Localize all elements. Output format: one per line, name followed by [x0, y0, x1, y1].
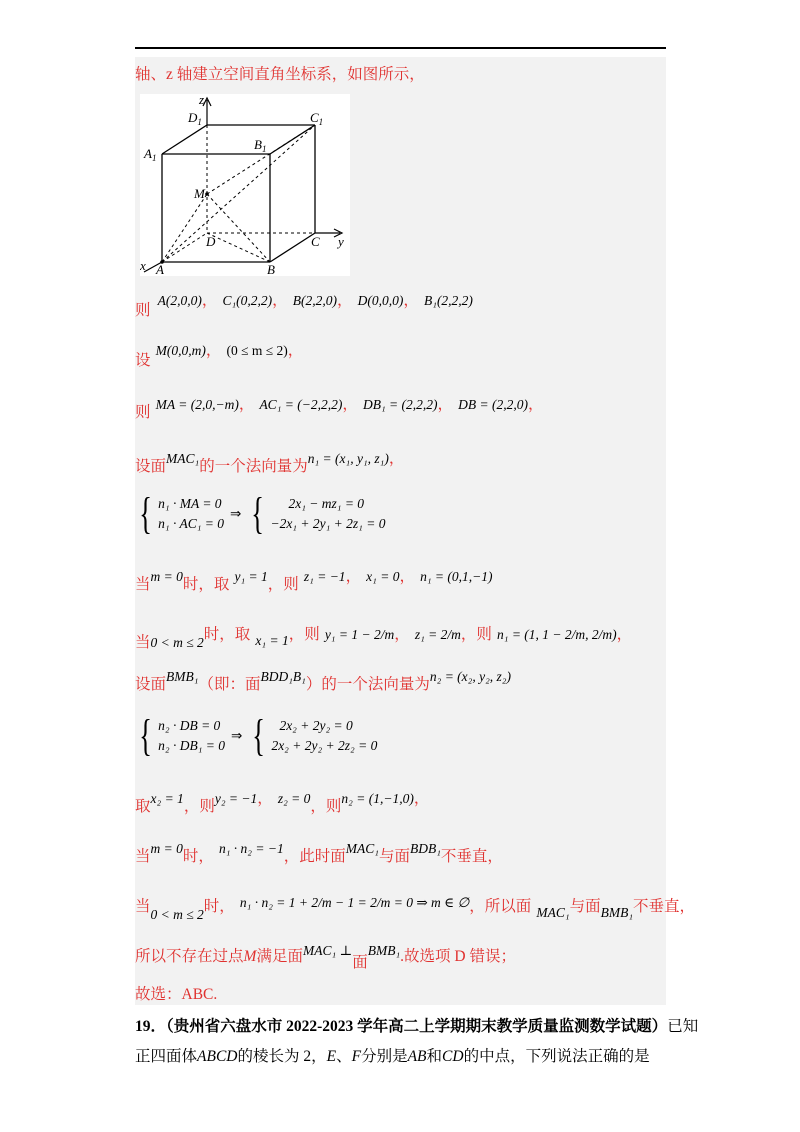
solution-line-1: [135, 62, 425, 84]
point-b-coord: B(2,2,0): [292, 293, 338, 308]
text: 分别是: [361, 1048, 408, 1065]
value-x2: x₂ = 1: [150, 791, 184, 806]
text: 时，: [182, 848, 214, 865]
point-m: M: [243, 948, 257, 965]
question-source: （贵州省六盘水市 2022-2023 学年高二上学期期末教学质量监测数学试题）: [166, 1018, 668, 1035]
solution-line-11: [135, 890, 696, 922]
implies-arrow: ⇒: [231, 728, 243, 743]
solution-line-2: 则 A(2,0,0)， C₁(0,2,2)， B(2,2,0)， D(0,0,0)， B₁(2,2,2): [135, 292, 473, 319]
text: 时，: [203, 898, 235, 915]
label-a1: $A_1$: [144, 146, 157, 163]
eq-left-2: n₂ · DB₁ = 0: [158, 738, 225, 753]
vector-db: DB = (2,2,0): [458, 397, 528, 412]
plane-bdd1b1: BDD₁B₁: [260, 669, 306, 684]
label-d1: $D_1$: [188, 110, 202, 127]
condition: 0 < m ≤ 2: [150, 907, 204, 922]
label-y: y: [338, 234, 344, 249]
value-z1: z₁ = −1: [303, 569, 346, 584]
prefix: 设: [135, 352, 151, 369]
answer: 故选：ABC.: [135, 986, 218, 1003]
condition: 0 < m ≤ 2: [150, 635, 204, 650]
eq-right-1: 2x₂ + 2y₂ = 0: [279, 718, 353, 733]
text: 所以不存在过点: [135, 948, 244, 965]
header-rule: [135, 47, 666, 49]
tetrahedron-name: ABCD: [197, 1048, 238, 1065]
question-19-body: [135, 1044, 650, 1066]
solution-line-7: 当0 < m ≤ 2时，取 x₁ = 1，则 y₁ = 1 − 2/m， z₁ = 2/m，则 n₁ = (1, 1 − 2/m, 2/m)，: [135, 626, 633, 651]
plane-bmb1: BMB₁: [600, 905, 634, 920]
text: .故选项 D 错误；: [400, 948, 516, 965]
plane-mac1: MAC₁: [345, 841, 379, 856]
label-b1: $B_1$: [254, 137, 267, 154]
eq-right-2: −2x₁ + 2y₁ + 2z₁ = 0: [270, 516, 386, 531]
text: ，则: [183, 798, 215, 815]
eq-right-2: 2x₂ + 2y₂ + 2z₂ = 0: [271, 738, 378, 753]
plane-bmb1: BMB₁: [166, 669, 199, 684]
text: ，则: [310, 798, 342, 815]
text: （即：面: [198, 676, 261, 693]
text: ，所以面: [469, 898, 532, 915]
plane-mac1: MAC₁ ⊥: [302, 943, 353, 958]
solution-line-13: [135, 982, 217, 1004]
text: 的中点，下列说法正确的是: [463, 1048, 650, 1065]
text: 与面: [569, 898, 601, 915]
eq-left-1: n₁ · MA = 0: [158, 496, 222, 511]
m-range: (0 ≤ m ≤ 2): [226, 343, 288, 358]
plane-bmb1: BMB₁: [367, 943, 401, 958]
seg-mb: [207, 194, 270, 262]
text: ，此时面: [283, 848, 346, 865]
vector-db1: DB₁ = (2,2,2): [362, 397, 438, 412]
condition: m = 0: [150, 569, 183, 584]
vector-ma: MA = (2,0,−m): [155, 397, 239, 412]
point-d-coord: D(0,0,0): [357, 293, 404, 308]
prefix: 则: [135, 404, 151, 421]
edge-bc: [270, 233, 315, 262]
text: 与面: [378, 848, 410, 865]
solution-line-4: 则 MA = (2,0,−m)， AC₁ = (−2,2,2)， DB₁ = (2,2,2)， DB = (2,2,0)，: [135, 396, 544, 421]
question-19-header: [135, 1014, 698, 1036]
solution-line-12: [135, 938, 516, 971]
cube-diagram: [140, 94, 350, 276]
label-c: C: [311, 234, 320, 249]
eq-left-1: n₂ · DB = 0: [158, 718, 221, 733]
text: ，则: [288, 626, 320, 643]
label-c1: $C_1$: [310, 110, 324, 127]
label-x: x: [140, 258, 146, 273]
edge-a1d1: [162, 125, 207, 154]
label-a: A: [156, 262, 164, 276]
text: 和: [426, 1048, 443, 1065]
edge-ab: AB: [407, 1048, 427, 1065]
eq-right-1: 2x₁ − mz₁ = 0: [288, 496, 365, 511]
value-y1: y₁ = 1: [234, 569, 268, 584]
point-e: E: [326, 1048, 337, 1065]
text: 、: [336, 1048, 352, 1065]
right-brace: {: [252, 711, 266, 760]
normal-vector-n1: n₁ = (x₁, y₁, z₁): [307, 451, 389, 466]
point-f: F: [351, 1048, 362, 1065]
left-brace: {: [139, 489, 152, 538]
text: 时，取: [203, 626, 251, 643]
prefix: 当: [135, 634, 151, 651]
text: ，则: [267, 576, 299, 593]
text: 的棱长为 2，: [237, 1048, 327, 1065]
diag-ac1: [162, 125, 315, 262]
solution-line-3: 设 M(0,0,m)， (0 ≤ m ≤ 2)，: [135, 342, 304, 369]
solution-line-6: 当m = 0时，取 y₁ = 1，则 z₁ = −1， x₁ = 0， n₁ = (0,1,−1): [135, 568, 493, 593]
point-a-coord: A(2,0,0): [157, 293, 202, 308]
plane-bdb1: BDB₁: [409, 841, 441, 856]
prefix: 设面: [135, 458, 167, 475]
value-z1: z₁ = 2/m: [414, 627, 461, 642]
point-c1-coord: C₁(0,2,2): [222, 293, 273, 308]
prefix: 当: [135, 898, 151, 915]
text: 轴、z 轴建立空间直角坐标系，如图所示，: [135, 66, 425, 83]
seg-db: [207, 233, 270, 262]
solution-line-9: 取x₂ = 1，则y₂ = −1， z₂ = 0，则n₂ = (1,−1,0)，: [135, 790, 430, 815]
text: ，则: [460, 626, 492, 643]
eq-left-2: n₁ · AC₁ = 0: [158, 516, 225, 531]
right-brace: {: [251, 489, 265, 538]
solution-line-10: [135, 836, 503, 865]
seg-mc1: [207, 125, 315, 194]
text: ）的一个法向量为: [305, 676, 430, 693]
value-y2: y₂ = −1: [214, 791, 258, 806]
value-x1: x₁ = 1: [255, 633, 289, 648]
text: 正四面体: [135, 1048, 198, 1065]
point-m-coord: M(0,0,m): [155, 343, 206, 358]
label-d: D: [206, 234, 216, 249]
dot-product: n₁ · n₂ = −1: [218, 841, 284, 856]
edge-ad: [162, 233, 207, 262]
label-m: M: [194, 186, 205, 201]
equation-system-2: [135, 711, 378, 760]
text: 时，取: [182, 576, 230, 593]
prefix: 取: [135, 798, 151, 815]
label-z: z: [199, 94, 205, 107]
seg-am: [162, 194, 207, 262]
value-y1: y₁ = 1 − 2/m: [324, 627, 395, 642]
plane-mac1: MAC₁: [166, 451, 200, 466]
label-b: B: [267, 262, 275, 276]
question-number: 19．: [135, 1018, 167, 1035]
text: 不垂直，: [633, 898, 696, 915]
text: 满足面: [256, 948, 303, 965]
value-x1: x₁ = 0: [366, 569, 400, 584]
dot-product: n₁ · n₂ = 1 + 2/m − 1 = 2/m = 0 ⇒ m ∈ ∅: [239, 895, 470, 910]
text: 面: [352, 954, 368, 971]
solution-line-5: 设面MAC₁的一个法向量为n₁ = (x₁, y₁, z₁)，: [135, 450, 405, 475]
edge-cd: CD: [442, 1048, 464, 1065]
prefix: 则: [135, 302, 151, 319]
normal-vector-n2: n₂ = (1,−1,0): [341, 791, 414, 806]
vector-ac1: AC₁ = (−2,2,2): [259, 397, 343, 412]
plane-mac1: MAC₁: [536, 905, 570, 920]
prefix: 设面: [135, 676, 167, 693]
point-m: [205, 192, 209, 196]
normal-vector-n1: n₁ = (1, 1 − 2/m, 2/m): [497, 627, 617, 642]
prefix: 当: [135, 576, 151, 593]
point-b1-coord: B₁(2,2,2): [424, 293, 473, 308]
normal-vector-n1: n₁ = (0,1,−1): [420, 569, 493, 584]
text: 不垂直，: [440, 848, 503, 865]
text: 的一个法向量为: [199, 458, 308, 475]
cube-figure: [140, 94, 350, 276]
equation-system-1: [135, 489, 386, 538]
solution-line-8: [135, 664, 511, 693]
condition: m = 0: [150, 841, 183, 856]
text: 已知: [667, 1018, 699, 1035]
normal-vector-n2: n₂ = (x₂, y₂, z₂): [429, 669, 511, 684]
implies-arrow: ⇒: [230, 506, 242, 521]
value-z2: z₂ = 0: [277, 791, 311, 806]
left-brace: {: [139, 711, 152, 760]
prefix: 当: [135, 848, 151, 865]
